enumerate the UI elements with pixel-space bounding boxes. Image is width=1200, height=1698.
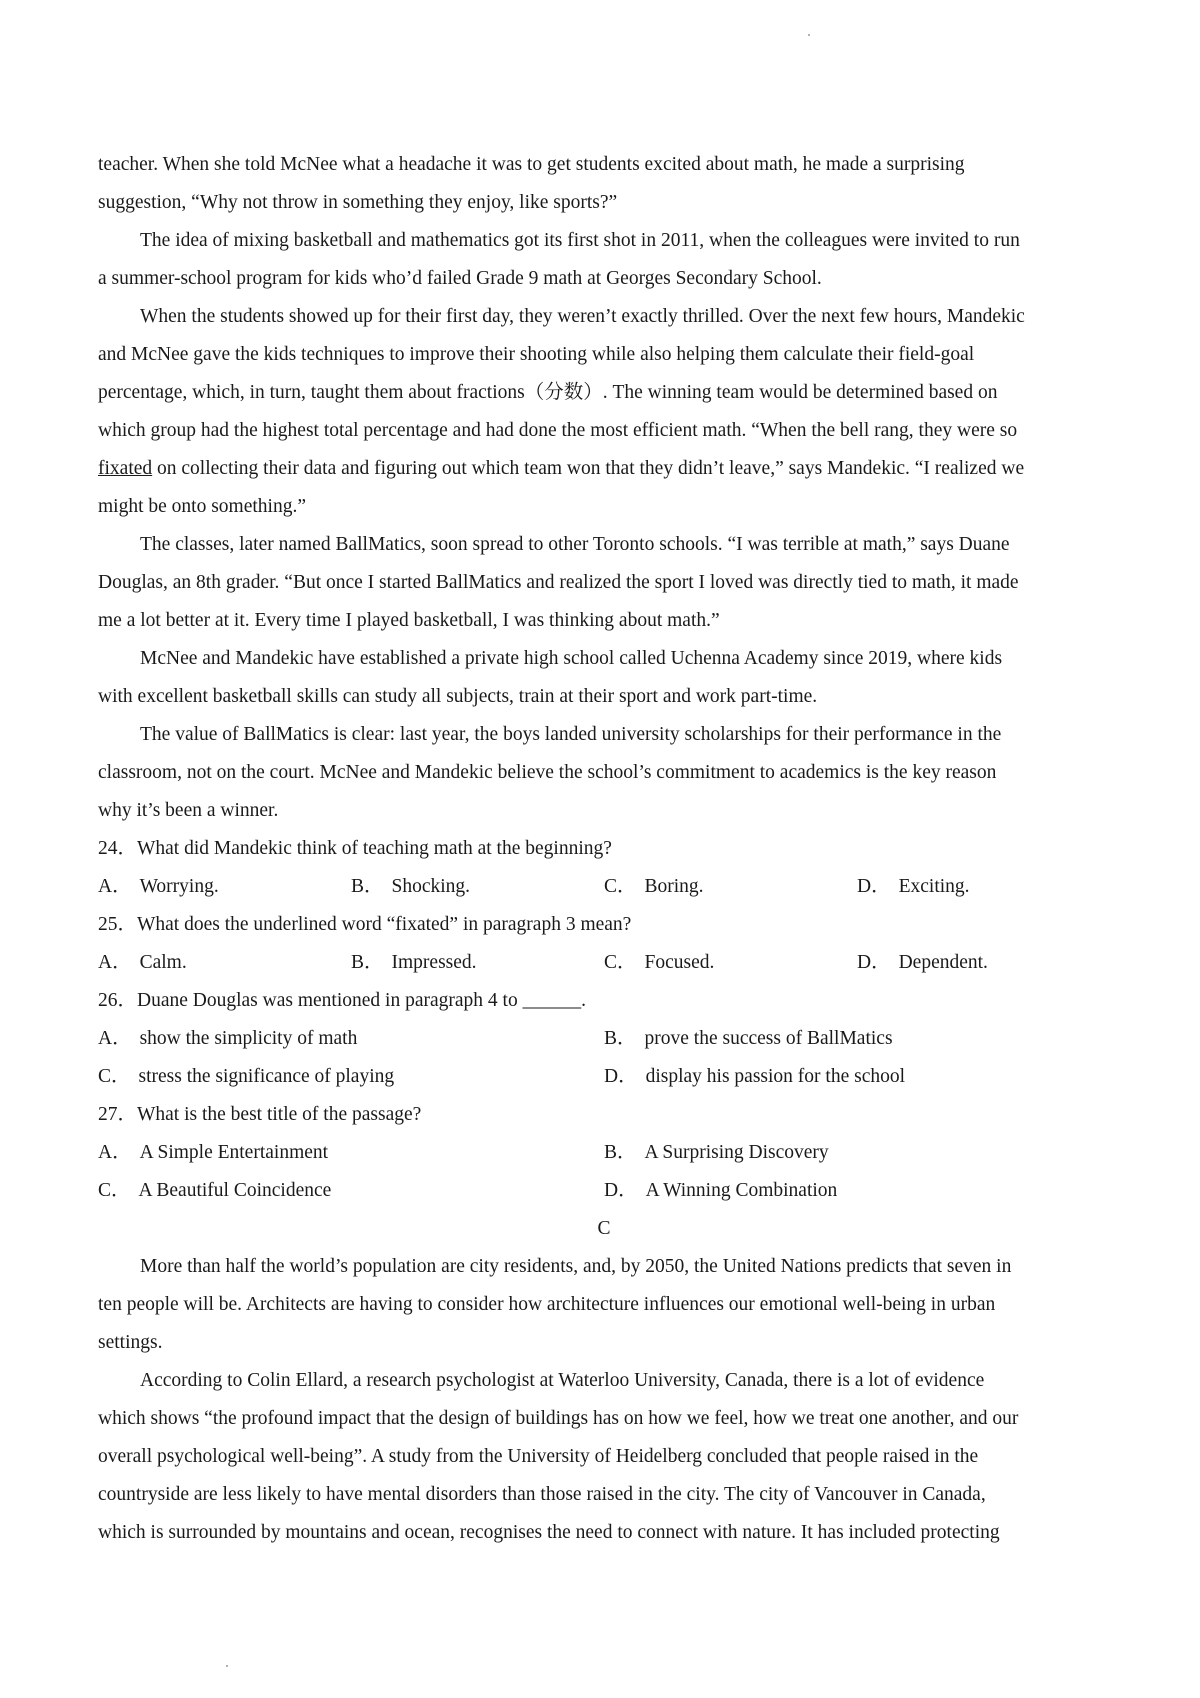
option-b[interactable] [351, 944, 604, 982]
text-line: me a lot better at it. Every time I played basketball, I was thinking about math.” [98, 610, 720, 631]
text-line: settings. [98, 1332, 163, 1353]
option-label: C． [604, 952, 637, 973]
passage-c [98, 1248, 1110, 1552]
paragraph [98, 222, 1110, 298]
paragraph [98, 640, 1110, 716]
option-text: stress the significance of playing [138, 1066, 395, 1087]
option-text: Exciting. [898, 876, 970, 897]
scan-speck [226, 1665, 228, 1667]
option-label: D． [604, 1066, 638, 1087]
option-d[interactable] [857, 944, 1110, 982]
section-heading: C [597, 1218, 611, 1239]
option-c[interactable] [98, 1172, 604, 1210]
option-label: B． [604, 1028, 637, 1049]
text-line: which shows “the profound impact that the design of buildings has on how we feel, how we treat one another, and our [98, 1408, 1019, 1429]
paragraph [98, 1362, 1110, 1552]
option-text: display his passion for the school [645, 1066, 906, 1087]
question-27 [98, 1096, 1110, 1210]
text-line: suggestion, “Why not throw in something they enjoy, like sports?” [98, 192, 618, 213]
question-26 [98, 982, 1110, 1096]
option-label: D． [857, 952, 891, 973]
option-d[interactable] [857, 868, 1110, 906]
option-text: Worrying. [139, 876, 219, 897]
text-line: The idea of mixing basketball and mathematics got its first shot in 2011, when the colleagues were invited to run [140, 230, 1020, 251]
text-line: a summer-school program for kids who’d failed Grade 9 math at Georges Secondary School. [98, 268, 822, 289]
text-line: and McNee gave the kids techniques to improve their shooting while also helping them calculate their field-goal [98, 344, 975, 365]
text-line: Douglas, an 8th grader. “But once I started BallMatics and realized the sport I loved was directly tied to math, it made [98, 572, 1019, 593]
text-line: When the students showed up for their first day, they weren’t exactly thrilled. Over the next few hours, Mandekic [140, 306, 1025, 327]
question-24 [98, 830, 1110, 906]
option-c[interactable] [604, 944, 857, 982]
text-line: The value of BallMatics is clear: last year, the boys landed university scholarships for their performance in the [140, 724, 1002, 745]
text-line: why it’s been a winner. [98, 800, 279, 821]
option-b[interactable] [351, 868, 604, 906]
underlined-word: fixated [98, 458, 153, 479]
option-row [98, 1172, 1110, 1210]
text-line: McNee and Mandekic have established a private high school called Uchenna Academy since 2019, where kids [140, 648, 1003, 669]
option-text: A Surprising Discovery [644, 1142, 829, 1163]
paragraph [98, 716, 1110, 830]
option-d[interactable] [604, 1058, 1110, 1096]
option-b[interactable] [604, 1134, 1110, 1172]
option-c[interactable] [98, 1058, 604, 1096]
option-text: Focused. [644, 952, 715, 973]
paragraph [98, 146, 1110, 222]
option-text: show the simplicity of math [139, 1028, 358, 1049]
text-line [98, 450, 1110, 488]
option-label: A． [98, 876, 132, 897]
option-label: D． [604, 1180, 638, 1201]
line-rest: on collecting their data and figuring out which team won that they didn’t leave,” says Mandekic. “I realized we [152, 458, 1025, 479]
text-line: The classes, later named BallMatics, soon spread to other Toronto schools. “I was terrible at math,” says Duane [140, 534, 1010, 555]
option-row [98, 868, 1110, 906]
paragraph [98, 526, 1110, 640]
question-25 [98, 906, 1110, 982]
text-line: countryside are less likely to have mental disorders than those raised in the city. The city of Vancouver in Canada, [98, 1484, 986, 1505]
text-line: According to Colin Ellard, a research psychologist at Waterloo University, Canada, there is a lot of evidence [140, 1370, 985, 1391]
option-label: D． [857, 876, 891, 897]
passage-b [98, 146, 1110, 830]
option-d[interactable] [604, 1172, 1110, 1210]
option-c[interactable] [604, 868, 857, 906]
text-line: with excellent basketball skills can study all subjects, train at their sport and work part-time. [98, 686, 818, 707]
paragraph [98, 298, 1110, 526]
option-row [98, 944, 1110, 982]
text-line: More than half the world’s population are city residents, and, by 2050, the United Nations predicts that seven in [140, 1256, 1012, 1277]
option-label: A． [98, 952, 132, 973]
option-text: Impressed. [391, 952, 477, 973]
option-label: C． [98, 1180, 131, 1201]
question-stem: 24．What did Mandekic think of teaching math at the beginning? [98, 838, 612, 859]
paragraph [98, 1248, 1110, 1362]
option-a[interactable] [98, 1020, 604, 1058]
option-label: B． [604, 1142, 637, 1163]
option-b[interactable] [604, 1020, 1110, 1058]
option-a[interactable] [98, 1134, 604, 1172]
option-text: Shocking. [391, 876, 471, 897]
option-text: prove the success of BallMatics [644, 1028, 893, 1049]
question-stem: 25．What does the underlined word “fixated” in paragraph 3 mean? [98, 914, 632, 935]
text-line: classroom, not on the court. McNee and Mandekic believe the school’s commitment to academics is the key reason [98, 762, 997, 783]
option-row [98, 1020, 1110, 1058]
question-stem: 26．Duane Douglas was mentioned in paragraph 4 to ______. [98, 990, 586, 1011]
option-row [98, 1134, 1110, 1172]
text-line: percentage, which, in turn, taught them about fractions（分数）. The winning team would be determined based on [98, 382, 998, 403]
page-content [98, 146, 1110, 1552]
option-label: A． [98, 1028, 132, 1049]
option-text: A Simple Entertainment [139, 1142, 329, 1163]
text-line: might be onto something.” [98, 496, 306, 517]
text-line: ten people will be. Architects are having to consider how architecture influences our emotional well-being in urban [98, 1294, 996, 1315]
option-text: Boring. [644, 876, 704, 897]
option-label: C． [604, 876, 637, 897]
option-label: B． [351, 876, 384, 897]
option-label: C． [98, 1066, 131, 1087]
option-row [98, 1058, 1110, 1096]
text-line: teacher. When she told McNee what a headache it was to get students excited about math, he made a surprising [98, 154, 965, 175]
option-label: B． [351, 952, 384, 973]
text-line: which group had the highest total percentage and had done the most efficient math. “When the bell rang, they were so [98, 420, 1018, 441]
option-a[interactable] [98, 868, 351, 906]
text-line: which is surrounded by mountains and ocean, recognises the need to connect with nature. It has included protecting [98, 1522, 1000, 1543]
option-label: A． [98, 1142, 132, 1163]
option-a[interactable] [98, 944, 351, 982]
option-text: Calm. [139, 952, 187, 973]
option-text: A Beautiful Coincidence [138, 1180, 332, 1201]
scan-speck [808, 34, 810, 36]
question-stem: 27．What is the best title of the passage? [98, 1104, 422, 1125]
text-line: overall psychological well-being”. A study from the University of Heidelberg concluded that people raised in the [98, 1446, 979, 1467]
option-text: Dependent. [898, 952, 988, 973]
option-text: A Winning Combination [645, 1180, 838, 1201]
